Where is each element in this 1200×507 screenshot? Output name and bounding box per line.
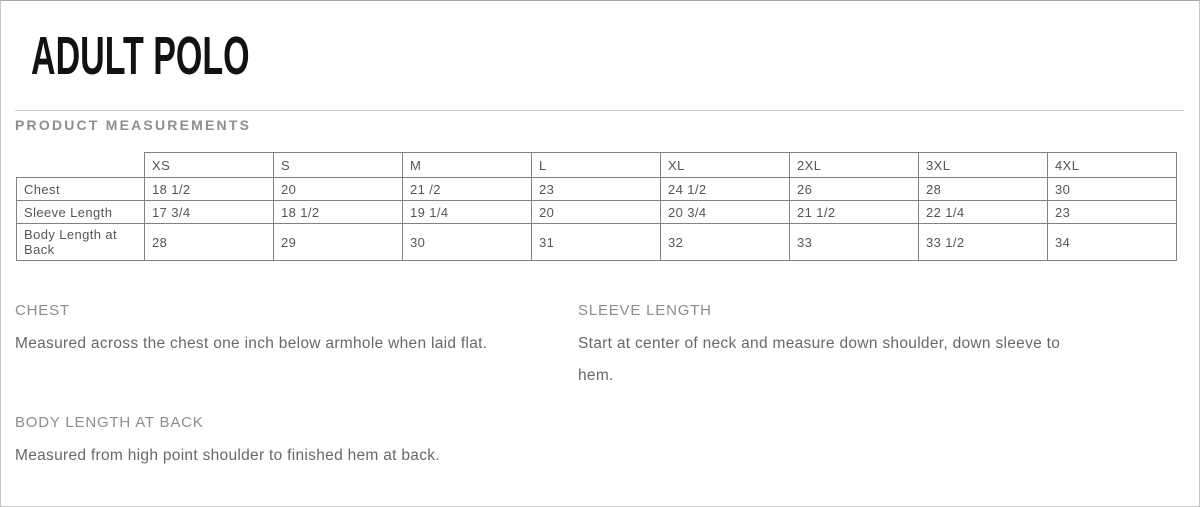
measurement-cell: 31 (532, 224, 661, 261)
description-text: Measured from high point shoulder to finished hem at back. (15, 447, 440, 464)
measurement-cell: 29 (274, 224, 403, 261)
measurement-cell: 22 1/4 (919, 201, 1048, 224)
row-label: Body Length at Back (17, 224, 145, 261)
measurement-cell: 28 (145, 224, 274, 261)
size-column-header: XS (145, 153, 274, 178)
measurement-cell: 28 (919, 178, 1048, 201)
measurement-cell: 17 3/4 (145, 201, 274, 224)
description-text: Start at center of neck and measure down shoulder, down sleeve to hem. (578, 335, 1061, 384)
measurement-cell: 21 /2 (403, 178, 532, 201)
table-row-sleeve-length (17, 201, 1177, 224)
horizontal-divider (15, 110, 1184, 111)
measurement-cell: 18 1/2 (145, 178, 274, 201)
measurement-cell: 20 (274, 178, 403, 201)
measurement-cell: 23 (532, 178, 661, 201)
table-header-row (17, 153, 1177, 178)
measurement-cell: 26 (790, 178, 919, 201)
size-column-header: 2XL (790, 153, 919, 178)
measurement-cell: 23 (1048, 201, 1177, 224)
measurement-cell: 30 (403, 224, 532, 261)
row-label: Sleeve Length (17, 201, 145, 224)
description-sleeve-length (578, 302, 1100, 392)
table-row-body-length-at-back (17, 224, 1177, 261)
measurement-cell: 33 (790, 224, 919, 261)
description-heading: SLEEVE LENGTH (578, 302, 712, 319)
row-label: Chest (17, 178, 145, 201)
section-heading: PRODUCT MEASUREMENTS (15, 117, 252, 133)
size-column-header: M (403, 153, 532, 178)
product-measurements-table (16, 152, 1177, 261)
description-text: Measured across the chest one inch below armhole when laid flat. (15, 335, 488, 352)
description-chest (15, 302, 555, 360)
measurement-cell: 34 (1048, 224, 1177, 261)
table-row-chest (17, 178, 1177, 201)
measurement-cell: 19 1/4 (403, 201, 532, 224)
size-column-header: XL (661, 153, 790, 178)
measurement-cell: 20 3/4 (661, 201, 790, 224)
size-column-header: S (274, 153, 403, 178)
description-body-length-at-back (15, 414, 575, 472)
measurement-cell: 24 1/2 (661, 178, 790, 201)
measurement-cell: 21 1/2 (790, 201, 919, 224)
measurement-cell: 30 (1048, 178, 1177, 201)
measurement-cell: 18 1/2 (274, 201, 403, 224)
measurement-cell: 33 1/2 (919, 224, 1048, 261)
table-corner-cell (17, 153, 145, 178)
measurement-cell: 20 (532, 201, 661, 224)
size-column-header: 3XL (919, 153, 1048, 178)
measurement-cell: 32 (661, 224, 790, 261)
size-column-header: 4XL (1048, 153, 1177, 178)
description-heading: CHEST (15, 302, 70, 319)
description-heading: BODY LENGTH AT BACK (15, 414, 204, 431)
size-column-header: L (532, 153, 661, 178)
page-title: ADULT POLO (31, 26, 250, 86)
